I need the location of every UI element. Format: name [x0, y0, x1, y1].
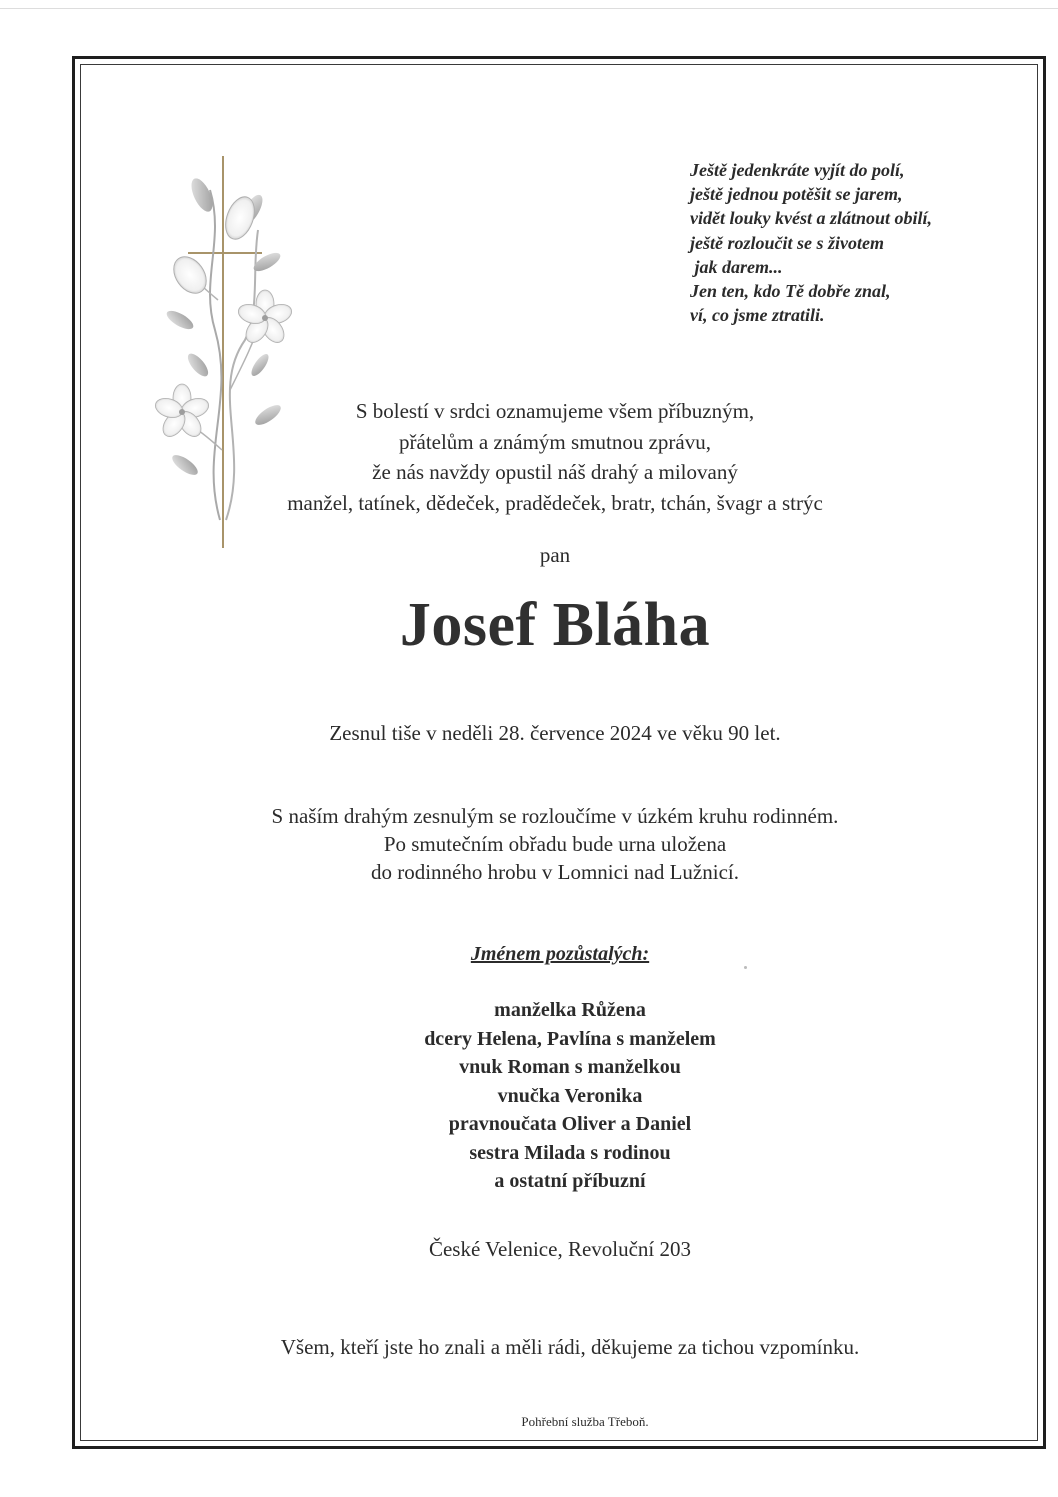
- farewell-line: S naším drahým zesnulým se rozloučíme v úzkém kruhu rodinném.: [271, 804, 839, 828]
- survivor-item: dcery Helena, Pavlína s manželem: [424, 1027, 716, 1050]
- thanks-note: Všem, kteří jste ho znali a měli rádi, děkujeme za tichou vzpomínku.: [280, 1335, 860, 1359]
- funeral-service-footer: Pohřební služba Třeboň.: [521, 1414, 649, 1429]
- poem-line: jak darem...: [690, 256, 783, 277]
- farewell-info: [150, 802, 960, 886]
- survivor-item: sestra Milada s rodinou: [469, 1141, 671, 1164]
- survivor-item: vnuk Roman s manželkou: [459, 1056, 681, 1078]
- poem-line: ještě rozloučit se s životem: [690, 232, 884, 253]
- address: České Velenice, Revoluční 203: [428, 1237, 692, 1261]
- announcement-line: manžel, tatínek, dědeček, pradědeček, bratr, tchán, švagr a strýc: [287, 490, 823, 515]
- poem-line: ještě jednou potěšit se jarem,: [690, 184, 903, 205]
- survivors-heading: Jménem pozůstalých:: [470, 943, 650, 965]
- salutation: pan: [539, 543, 571, 567]
- announcement-line: že nás navždy opustil náš drahý a milovaný: [372, 460, 738, 484]
- scan-speck: [744, 966, 747, 969]
- poem-line: vidět louky kvést a zlátnout obilí,: [690, 208, 932, 229]
- poem: [690, 158, 1020, 327]
- survivor-item: vnučka Veronika: [497, 1084, 643, 1107]
- announcement-line: přátelům a známým smutnou zprávu,: [399, 429, 711, 454]
- poem-line: ví, co jsme ztratili.: [690, 305, 825, 326]
- survivor-item: manželka Růžena: [494, 999, 646, 1021]
- survivors-list: [320, 996, 820, 1196]
- farewell-line: do rodinného hrobu v Lomnici nad Lužnicí.: [370, 860, 739, 884]
- survivor-item: a ostatní příbuzní: [494, 1170, 646, 1192]
- death-info: Zesnul tiše v neděli 28. července 2024 ve věku 90 let.: [329, 721, 781, 745]
- poem-line: Jen ten, kdo Tě dobře znal,: [690, 281, 891, 302]
- survivor-item: pravnoučata Oliver a Daniel: [448, 1113, 692, 1135]
- deceased-name: Josef Bláha: [399, 591, 711, 659]
- farewell-line: Po smutečním obřadu bude urna uložena: [383, 832, 727, 856]
- poem-line: Ještě jedenkráte vyjít do polí,: [690, 160, 905, 180]
- announcement-line: S bolestí v srdci oznamujeme všem příbuzným,: [355, 399, 755, 423]
- announcement: [200, 396, 910, 518]
- scan-top-edge: [0, 8, 1058, 9]
